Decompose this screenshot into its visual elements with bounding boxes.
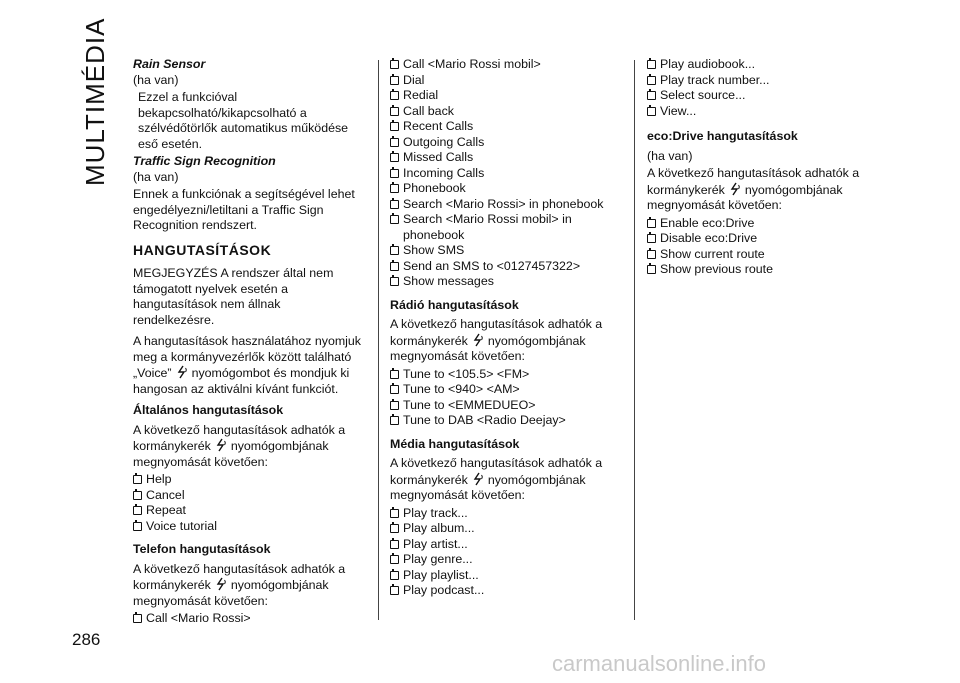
checkbox-bullet-icon [390,385,399,394]
command-text: Play playlist... [403,567,479,582]
command-item [390,104,620,120]
command-item [390,398,620,414]
checkbox-bullet-icon [647,107,656,116]
checkbox-bullet-icon [390,246,399,255]
command-text: Play podcast... [403,583,485,597]
radio-commands-intro: A következő hangutasítások adhatók a kormánykerék nyomógombjának megnyomását követően: [390,317,603,363]
command-text: Tune to <940> <AM> [403,382,520,396]
watermark: carmanualsonline.info [552,651,767,676]
command-text: Show current route [660,246,765,261]
column-1 [133,57,365,627]
voice-icon [471,472,485,486]
voice-icon [175,365,189,379]
command-item [647,216,887,232]
command-item [390,135,620,151]
command-text: Recent Calls [403,119,474,133]
checkbox-bullet-icon [390,122,399,131]
command-text: Play artist... [403,536,468,551]
media-commands-list [390,506,620,599]
checkbox-bullet-icon [133,491,142,500]
command-text: Play track number... [660,72,770,87]
command-item [390,537,620,553]
command-item [390,150,620,166]
media-commands-heading: Média hangutasítások [390,436,520,451]
radio-commands-list [390,367,620,429]
command-item [390,568,620,584]
command-item [390,88,620,104]
checkbox-bullet-icon [647,76,656,85]
checkbox-bullet-icon [390,184,399,193]
command-text: Show SMS [403,243,465,257]
command-item [390,212,620,243]
command-text: Play audiobook... [660,57,756,71]
checkbox-bullet-icon [647,265,656,274]
command-item [390,521,620,537]
checkbox-bullet-icon [647,60,656,69]
tsr-text: Ennek a funkciónak a segítségével lehet engedélyezni/letiltani a Traffic Sign Recognition rendszert. [133,187,355,232]
ecodrive-availability: (ha van) [647,148,693,163]
column-divider [378,60,379,620]
voice-commands-note: MEGJEGYZÉS A rendszer által nem támogatott nyelvek esetén a hangutasítások nem állnak rendelkezésre. [133,266,334,327]
general-commands-heading: Általános hangutasítások [133,403,284,417]
command-item [647,247,887,263]
checkbox-bullet-icon [390,540,399,549]
command-text: Disable eco:Drive [660,231,758,245]
command-text: Dial [403,72,425,87]
chapter-side-title: MULTIMÉDIA [80,17,110,186]
command-text: Show messages [403,274,494,288]
checkbox-bullet-icon [390,401,399,410]
command-text: Tune to DAB <Radio Deejay> [403,413,566,427]
phone-commands-list [133,611,365,627]
command-item [390,181,620,197]
checkbox-bullet-icon [390,138,399,147]
command-item [647,231,887,247]
command-item [390,413,620,429]
checkbox-bullet-icon [390,153,399,162]
checkbox-bullet-icon [390,416,399,425]
command-item [133,611,365,627]
command-item [133,472,365,488]
command-text: Call back [403,103,454,118]
command-item [647,104,887,120]
checkbox-bullet-icon [133,522,142,531]
command-text: Missed Calls [403,150,474,164]
checkbox-bullet-icon [390,262,399,271]
page-number: 286 [72,630,101,649]
command-item [390,382,620,398]
command-item [390,73,620,89]
command-text: Play genre... [403,552,473,566]
phone-commands-intro: A következő hangutasítások adhatók a kormánykerék nyomógombjának megnyomását követően: [133,561,346,608]
command-text: Help [146,472,172,486]
command-text: Outgoing Calls [403,134,485,149]
checkbox-bullet-icon [390,571,399,580]
column-divider [634,60,635,620]
command-item [647,73,887,89]
command-item [390,166,620,182]
checkbox-bullet-icon [647,91,656,100]
voice-icon [214,577,228,591]
checkbox-bullet-icon [390,215,399,224]
command-item [647,262,887,278]
voice-usage-text: A hangutasítások használatához nyomjuk meg a kormányvezérlők között található „Voice” nyomógombot és mondjuk ki hangosan az aktiválni kívánt funkciót. [133,334,361,396]
command-item [390,583,620,599]
voice-commands-heading: HANGUTASÍTÁSOK [133,241,272,258]
command-item [647,57,887,73]
checkbox-bullet-icon [390,277,399,286]
checkbox-bullet-icon [390,555,399,564]
checkbox-bullet-icon [390,509,399,518]
checkbox-bullet-icon [647,250,656,259]
rain-sensor-text: Ezzel a funkcióval bekapcsolható/kikapcsolható a szélvédőtörlők automatikus működése eső esetén. [138,90,349,151]
ecodrive-commands-intro: A következő hangutasítások adhatók a kormánykerék nyomógombjának megnyomását követően: [647,166,860,212]
command-text: Search <Mario Rossi mobil> in phonebook [403,212,572,242]
command-text: Redial [403,88,439,102]
command-text: View... [660,103,697,118]
command-item [133,519,365,535]
checkbox-bullet-icon [390,370,399,379]
command-text: Select source... [660,88,746,102]
command-text: Play track... [403,505,468,520]
voice-icon [214,438,228,452]
column-2 [390,57,620,599]
command-text: Show previous route [660,262,773,276]
radio-commands-heading: Rádió hangutasítások [390,297,519,312]
checkbox-bullet-icon [647,219,656,228]
command-text: Voice tutorial [146,518,217,533]
command-text: Tune to <EMMEDUEO> [403,397,536,412]
general-commands-list [133,472,365,534]
phone-commands-heading: Telefon hangutasítások [133,542,271,556]
rain-sensor-title: Rain Sensor [133,57,206,71]
rain-sensor-availability: (ha van) [133,72,179,87]
media-commands-intro: A következő hangutasítások adhatók a kormánykerék nyomógombjának megnyomását követően: [390,456,603,502]
checkbox-bullet-icon [647,234,656,243]
command-item [390,259,620,275]
checkbox-bullet-icon [390,524,399,533]
command-text: Tune to <105.5> <FM> [403,366,530,381]
media-commands-list-continued [647,57,887,119]
command-text: Search <Mario Rossi> in phonebook [403,196,604,211]
command-item [390,197,620,213]
voice-icon [728,182,742,196]
ecodrive-commands-heading: eco:Drive hangutasítások [647,129,798,143]
phone-commands-list-continued [390,57,620,290]
command-item [647,88,887,104]
command-item [133,488,365,504]
checkbox-bullet-icon [390,76,399,85]
checkbox-bullet-icon [390,169,399,178]
command-text: Send an SMS to <0127457322> [403,258,581,273]
checkbox-bullet-icon [390,586,399,595]
command-item [390,243,620,259]
command-text: Call <Mario Rossi> [146,611,251,625]
command-text: Incoming Calls [403,165,485,180]
command-text: Repeat [146,503,186,517]
voice-icon [471,333,485,347]
command-text: Call <Mario Rossi mobil> [403,57,541,71]
tsr-availability: (ha van) [133,169,179,184]
tsr-title: Traffic Sign Recognition [133,154,276,168]
general-commands-intro: A következő hangutasítások adhatók a kormánykerék nyomógombjának megnyomását követően: [133,422,346,469]
command-item [390,367,620,383]
checkbox-bullet-icon [390,200,399,209]
command-text: Phonebook [403,181,466,195]
checkbox-bullet-icon [390,60,399,69]
checkbox-bullet-icon [133,614,142,623]
command-item [390,57,620,73]
ecodrive-commands-list [647,216,887,278]
command-item [133,503,365,519]
command-text: Enable eco:Drive [660,215,755,230]
checkbox-bullet-icon [390,91,399,100]
command-item [390,506,620,522]
command-text: Play album... [403,521,475,535]
checkbox-bullet-icon [133,506,142,515]
command-text: Cancel [146,487,185,502]
command-item [390,552,620,568]
checkbox-bullet-icon [390,107,399,116]
column-3 [647,57,887,278]
command-item [390,274,620,290]
checkbox-bullet-icon [133,475,142,484]
command-item [390,119,620,135]
